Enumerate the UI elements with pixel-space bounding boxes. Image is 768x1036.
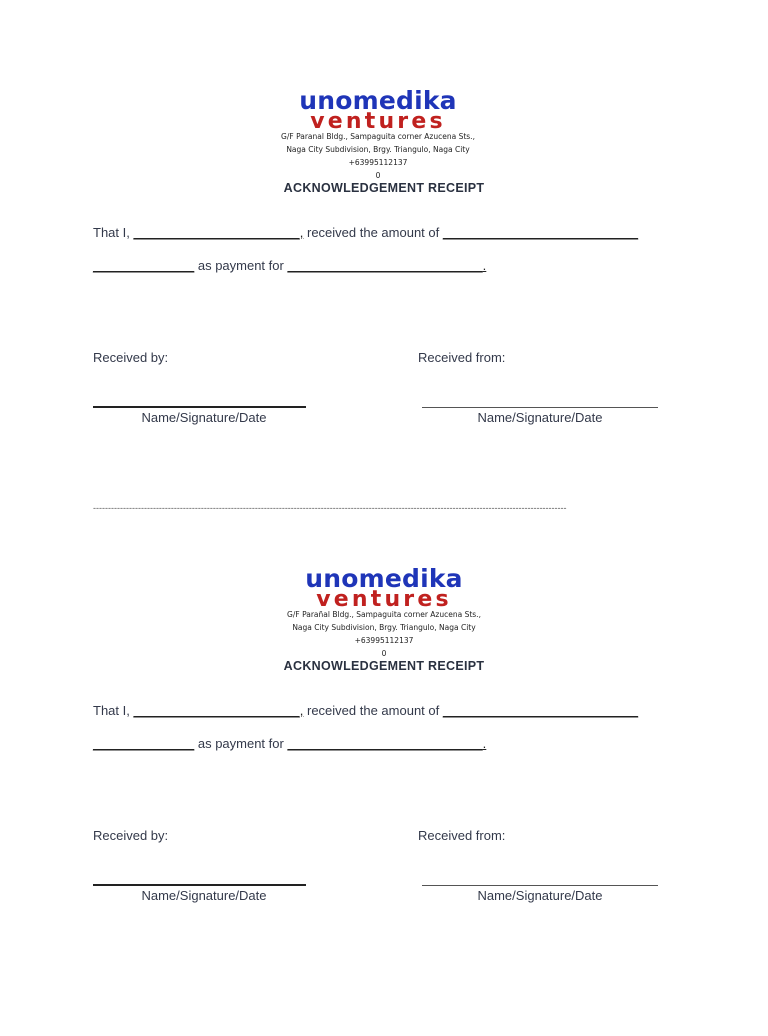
payment-for-blank[interactable]: ___________________________	[287, 258, 483, 273]
received-by-label: Received by:	[93, 828, 169, 843]
signature-caption-right: Name/Signature/Date	[477, 888, 603, 903]
payment-for-blank[interactable]: ___________________________	[287, 736, 483, 751]
period-mark: .	[482, 258, 487, 273]
amount-blank[interactable]: ___________________________	[442, 703, 639, 718]
address-line-1: G/F Parañal Bldg., Sampaguita corner Azucena Sts.,	[287, 610, 481, 619]
receipt-bottom	[0, 566, 768, 1036]
signature-caption-left: Name/Signature/Date	[141, 888, 267, 903]
receipt-title: ACKNOWLEDGEMENT RECEIPT	[283, 659, 485, 673]
name-blank[interactable]: _______________________,	[133, 703, 304, 718]
as-payment-for-text: as payment for	[194, 258, 288, 273]
address-line-1: G/F Paranal Bldg., Sampaguita corner Azucena Sts.,	[281, 132, 475, 141]
address-phone: +63995112137	[354, 636, 414, 645]
signature-caption-left: Name/Signature/Date	[141, 410, 267, 425]
as-payment-for-text: as payment for	[194, 736, 288, 751]
company-address	[234, 608, 534, 660]
address-line-4: 0	[375, 171, 381, 180]
receipt-title: ACKNOWLEDGEMENT RECEIPT	[283, 181, 485, 195]
signature-line-right[interactable]	[422, 407, 658, 408]
receipt-body-line-1	[93, 703, 638, 718]
signature-line-left[interactable]	[93, 884, 306, 886]
amount-continued-blank[interactable]: ______________	[93, 258, 195, 273]
received-by-label: Received by:	[93, 350, 169, 365]
company-logo	[254, 566, 514, 610]
that-i-text: That I,	[93, 225, 134, 240]
received-amount-text: received the amount of	[303, 703, 443, 718]
receipt-body-line-2	[93, 258, 486, 273]
receipt-body-line-2	[93, 736, 486, 751]
logo-line-2: ventures	[316, 587, 452, 612]
company-address	[228, 130, 528, 182]
signature-line-left[interactable]	[93, 406, 306, 408]
received-from-label: Received from:	[418, 828, 506, 843]
name-blank[interactable]: _______________________,	[133, 225, 304, 240]
address-phone: +63995112137	[348, 158, 408, 167]
company-logo	[248, 88, 508, 132]
received-amount-text: received the amount of	[303, 225, 443, 240]
signature-line-right[interactable]	[422, 885, 658, 886]
logo-line-1: unomedika	[299, 86, 457, 115]
amount-continued-blank[interactable]: ______________	[93, 736, 195, 751]
signature-caption-right: Name/Signature/Date	[477, 410, 603, 425]
period-mark: .	[482, 736, 487, 751]
receipt-body-line-1	[93, 225, 638, 240]
address-line-2: Naga City Subdivision, Brgy. Triangulo, Naga City	[286, 145, 470, 154]
that-i-text: That I,	[93, 703, 134, 718]
address-line-4: 0	[381, 649, 387, 658]
cut-line-separator: --------------------------------------------------------------------------------------------------------------------------------------------------------------	[93, 503, 567, 513]
amount-blank[interactable]: ___________________________	[442, 225, 639, 240]
received-from-label: Received from:	[418, 350, 506, 365]
logo-line-2: ventures	[310, 109, 446, 134]
address-line-2: Naga City Subdivision, Brgy. Triangulo, Naga City	[292, 623, 476, 632]
logo-line-1: unomedika	[305, 564, 463, 593]
receipt-top	[0, 88, 768, 558]
